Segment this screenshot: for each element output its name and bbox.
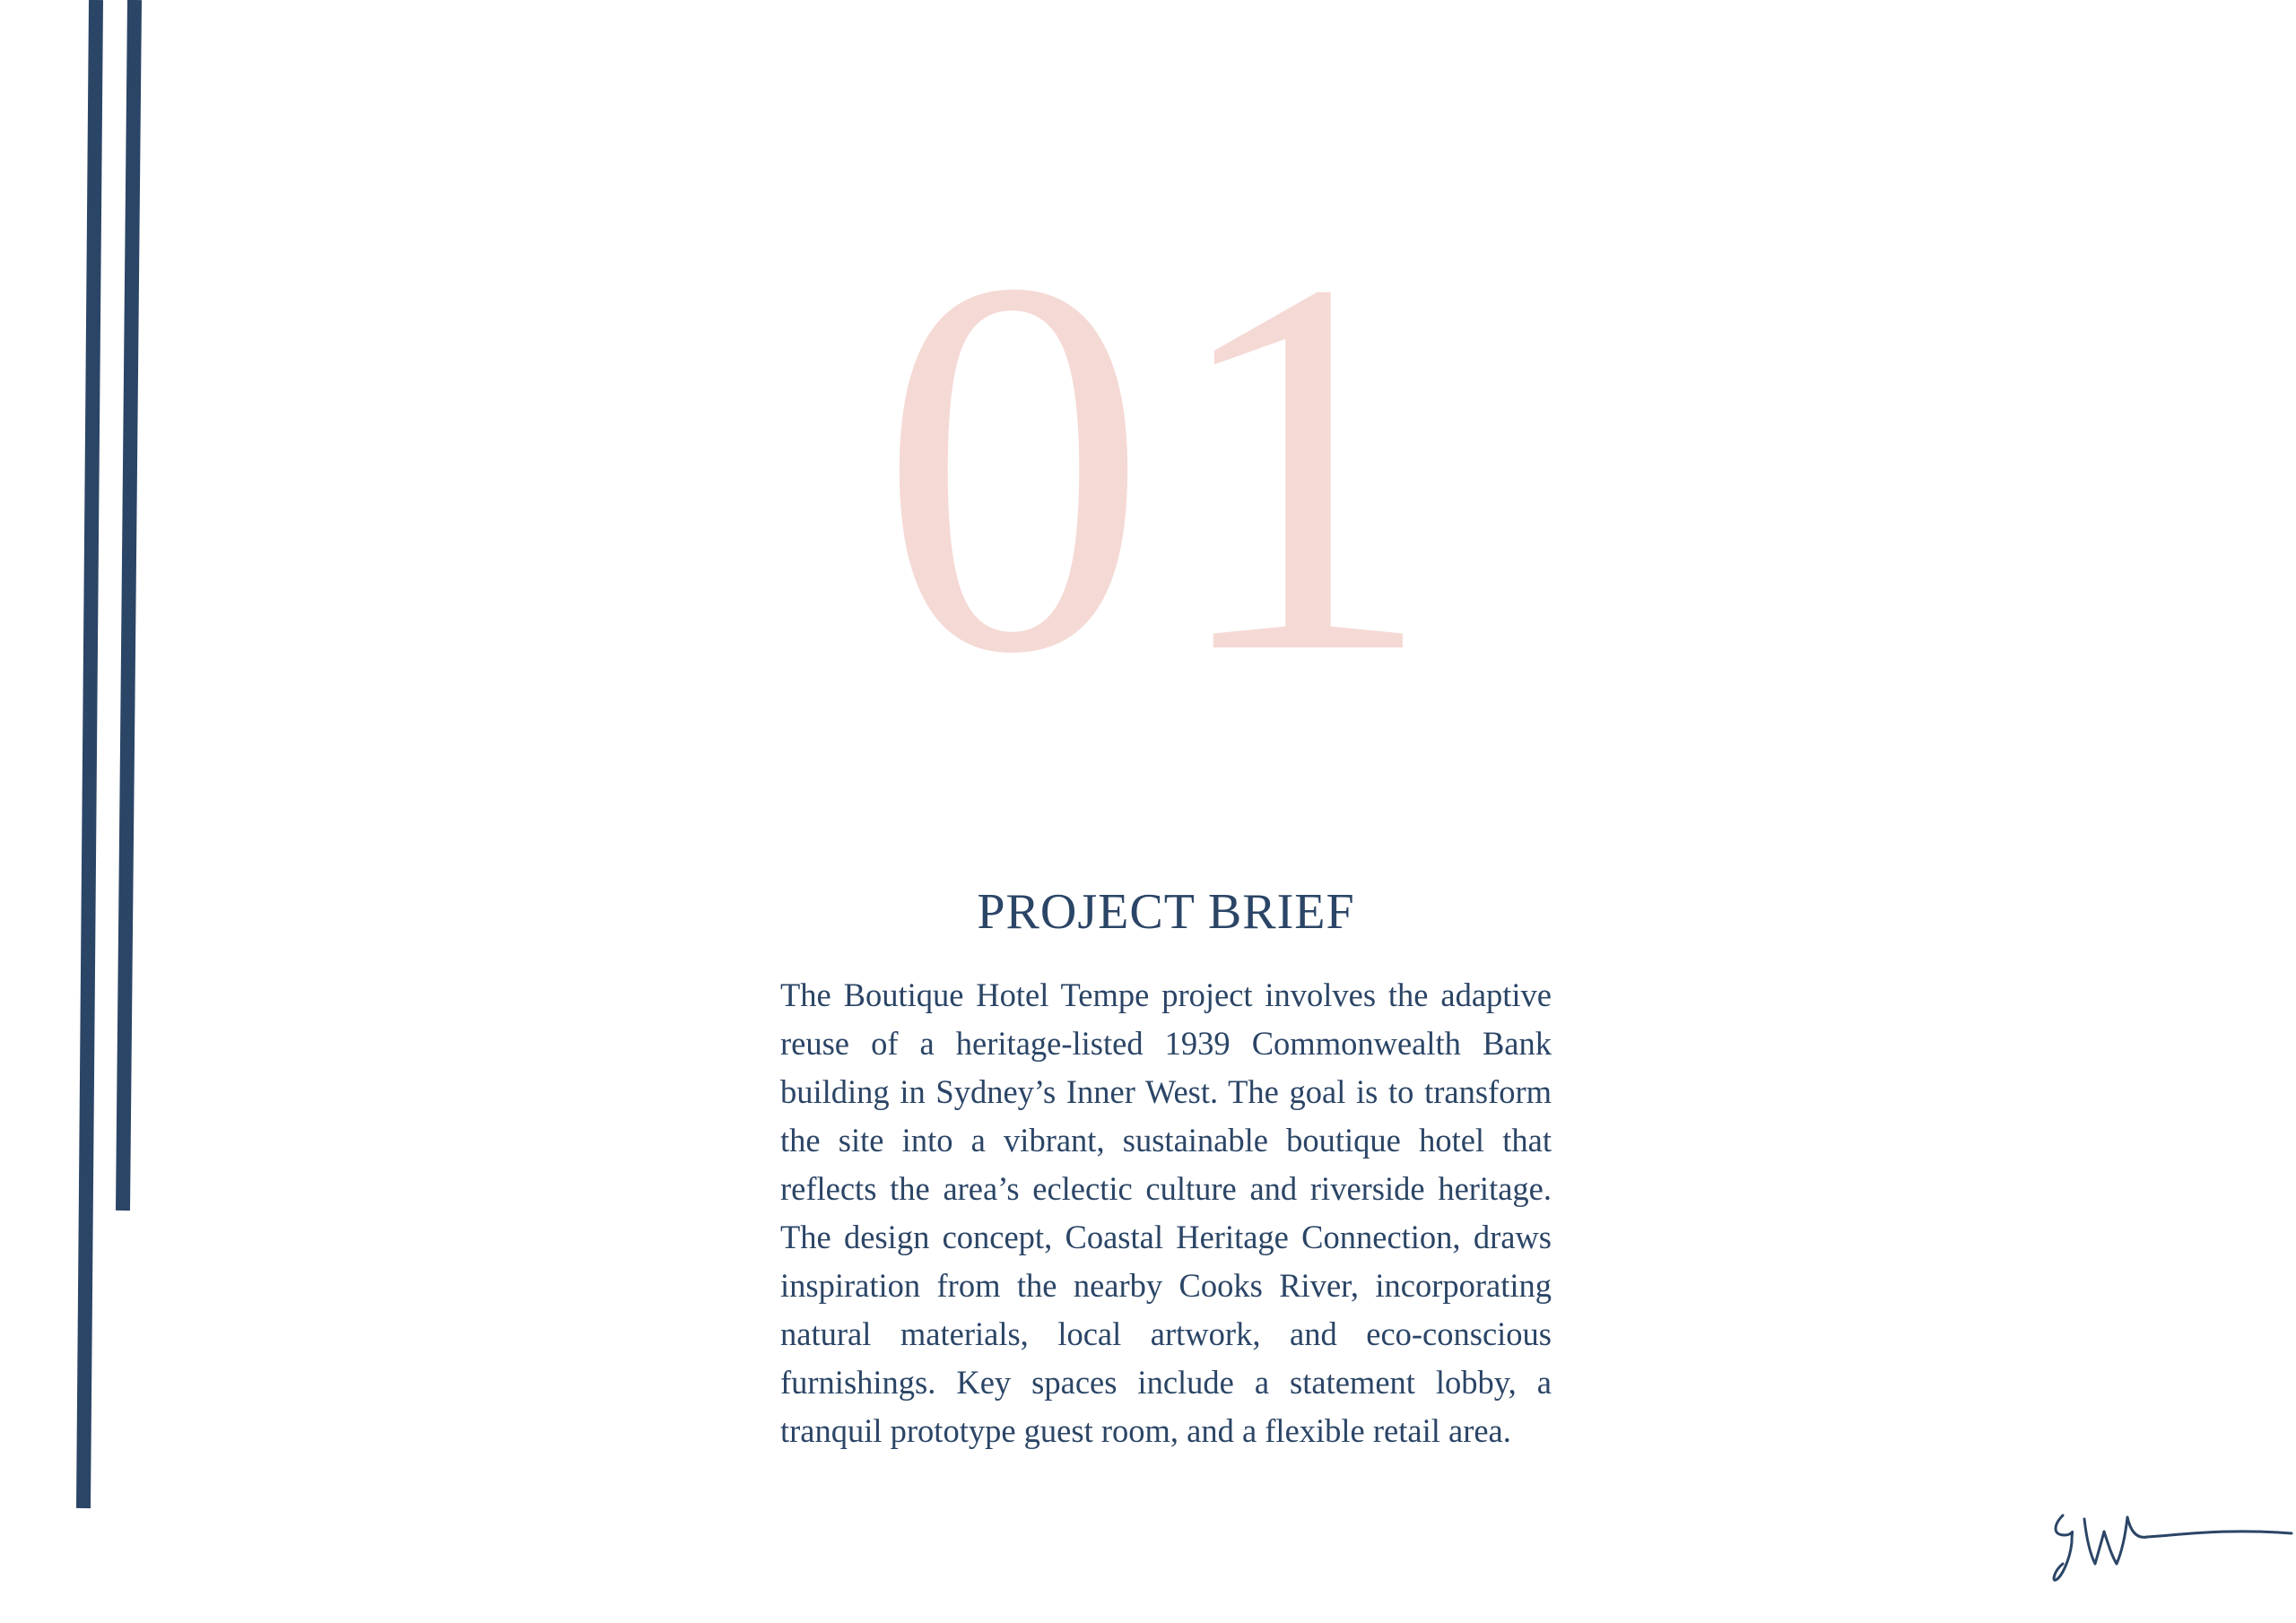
- decorative-line-short: [123, 0, 135, 1211]
- decorative-line-long: [83, 0, 96, 1508]
- section-number: 01: [879, 168, 1453, 764]
- project-brief-text: The Boutique Hotel Tempe project involves the adaptive reuse of a heritage-listed 1939 Commonwealth Bank building in Sydney’s Inner West. The goal is to transform the site into a vibrant, sustainable boutique hotel that reflects the area’s eclectic culture and riverside heritage. The design concept, Coastal Heritage Connection, draws inspiration from the nearby Cooks River, incorporating natural materials, local artwork, and eco-conscious furnishings. Key spaces include a statement lobby, a tranquil prototype guest room, and a flexible retail area.: [780, 976, 1552, 1449]
- section-title: PROJECT BRIEF: [977, 884, 1355, 940]
- signature-initials-icon: [2045, 1488, 2296, 1596]
- decorative-vertical-lines: [0, 0, 179, 1542]
